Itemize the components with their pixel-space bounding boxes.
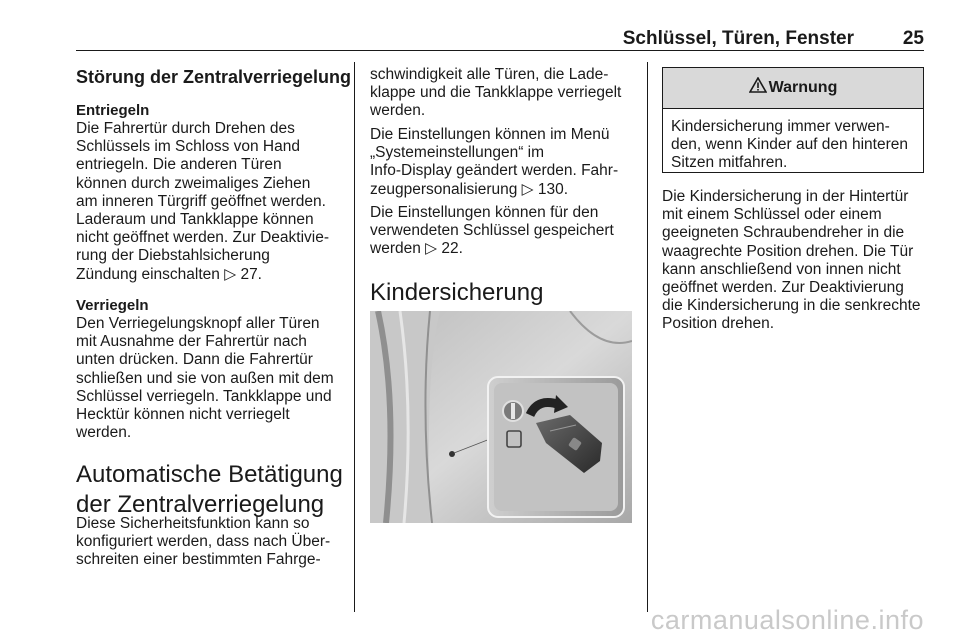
watermark: carmanualsonline.info: [650, 605, 924, 635]
subheading-verriegeln: Verriegeln: [76, 297, 149, 314]
warning-header: [663, 68, 923, 109]
child-lock-image: [370, 311, 632, 523]
heading-automatische-betaetigung: Automatische Betätigung der Zentralverriegelung: [76, 461, 343, 518]
heading-kindersicherung: Kindersicherung: [370, 279, 544, 306]
paragraph-entriegeln: Die Fahrertür durch Drehen des Schlüssels im Schloss von Hand entriegeln. Die anderen Türen können durch zweimaliges Ziehen am inneren Türgriff geöffnet werden. Laderaum und Tankklappe können nicht geöffnet werden. Zur Deaktivie- rung der Diebstahlsicherung Zündung einschalten ▷ 27.: [76, 120, 330, 283]
paragraph-automatik-fortsetzung: schwindigkeit alle Türen, die Lade- klappe und die Tankklappe verriegelt werden.: [370, 66, 622, 120]
paragraph-kindersicherung: Die Kindersicherung in der Hintertür mit einem Schlüssel oder einem geeigneten Schraubendreher in die waagrechte Position drehen. Die Tür kann anschließend von innen nicht geöffnet werden. Zur Deaktivierung die Kindersicherung in die senkrechte Position drehen.: [662, 188, 921, 333]
heading-zentralverriegelung-stoerung: Störung der Zentralverriegelung: [76, 67, 352, 87]
column-divider-2: [647, 62, 648, 612]
paragraph-einstellungen-schluessel: Die Einstellungen können für den verwendeten Schlüssel gespeichert werden ▷ 22.: [370, 204, 614, 258]
child-lock-illustration: [370, 311, 632, 523]
page-header: [76, 28, 924, 51]
warning-title: Warnung: [768, 79, 838, 96]
subheading-entriegeln: Entriegeln: [76, 102, 150, 119]
warning-triangle-icon: [749, 77, 767, 98]
warning-box: [662, 67, 924, 173]
warning-text: Kindersicherung immer verwen- den, wenn Kinder auf den hinteren Sitzen mitfahren.: [671, 118, 908, 172]
paragraph-automatik: Diese Sicherheitsfunktion kann so konfiguriert werden, dass nach Über- schreiten einer bestimmten Fahrge-: [76, 515, 331, 569]
section-title: Schlüssel, Türen, Fenster: [622, 28, 854, 49]
page-number: 25: [902, 28, 924, 49]
paragraph-verriegeln: Den Verriegelungsknopf aller Türen mit Ausnahme der Fahrertür nach unten drücken. Dann die Fahrertür schließen und sie von außen mit dem Schlüssel verriegeln. Tankklappe und Hecktür können nicht verriegelt werden.: [76, 315, 334, 442]
column-divider-1: [354, 62, 355, 612]
paragraph-einstellungen-menue: Die Einstellungen können im Menü „Systemeinstellungen“ im Info-Display geändert werden. Fahr- zeugpersonalisierung ▷ 130.: [370, 126, 619, 198]
